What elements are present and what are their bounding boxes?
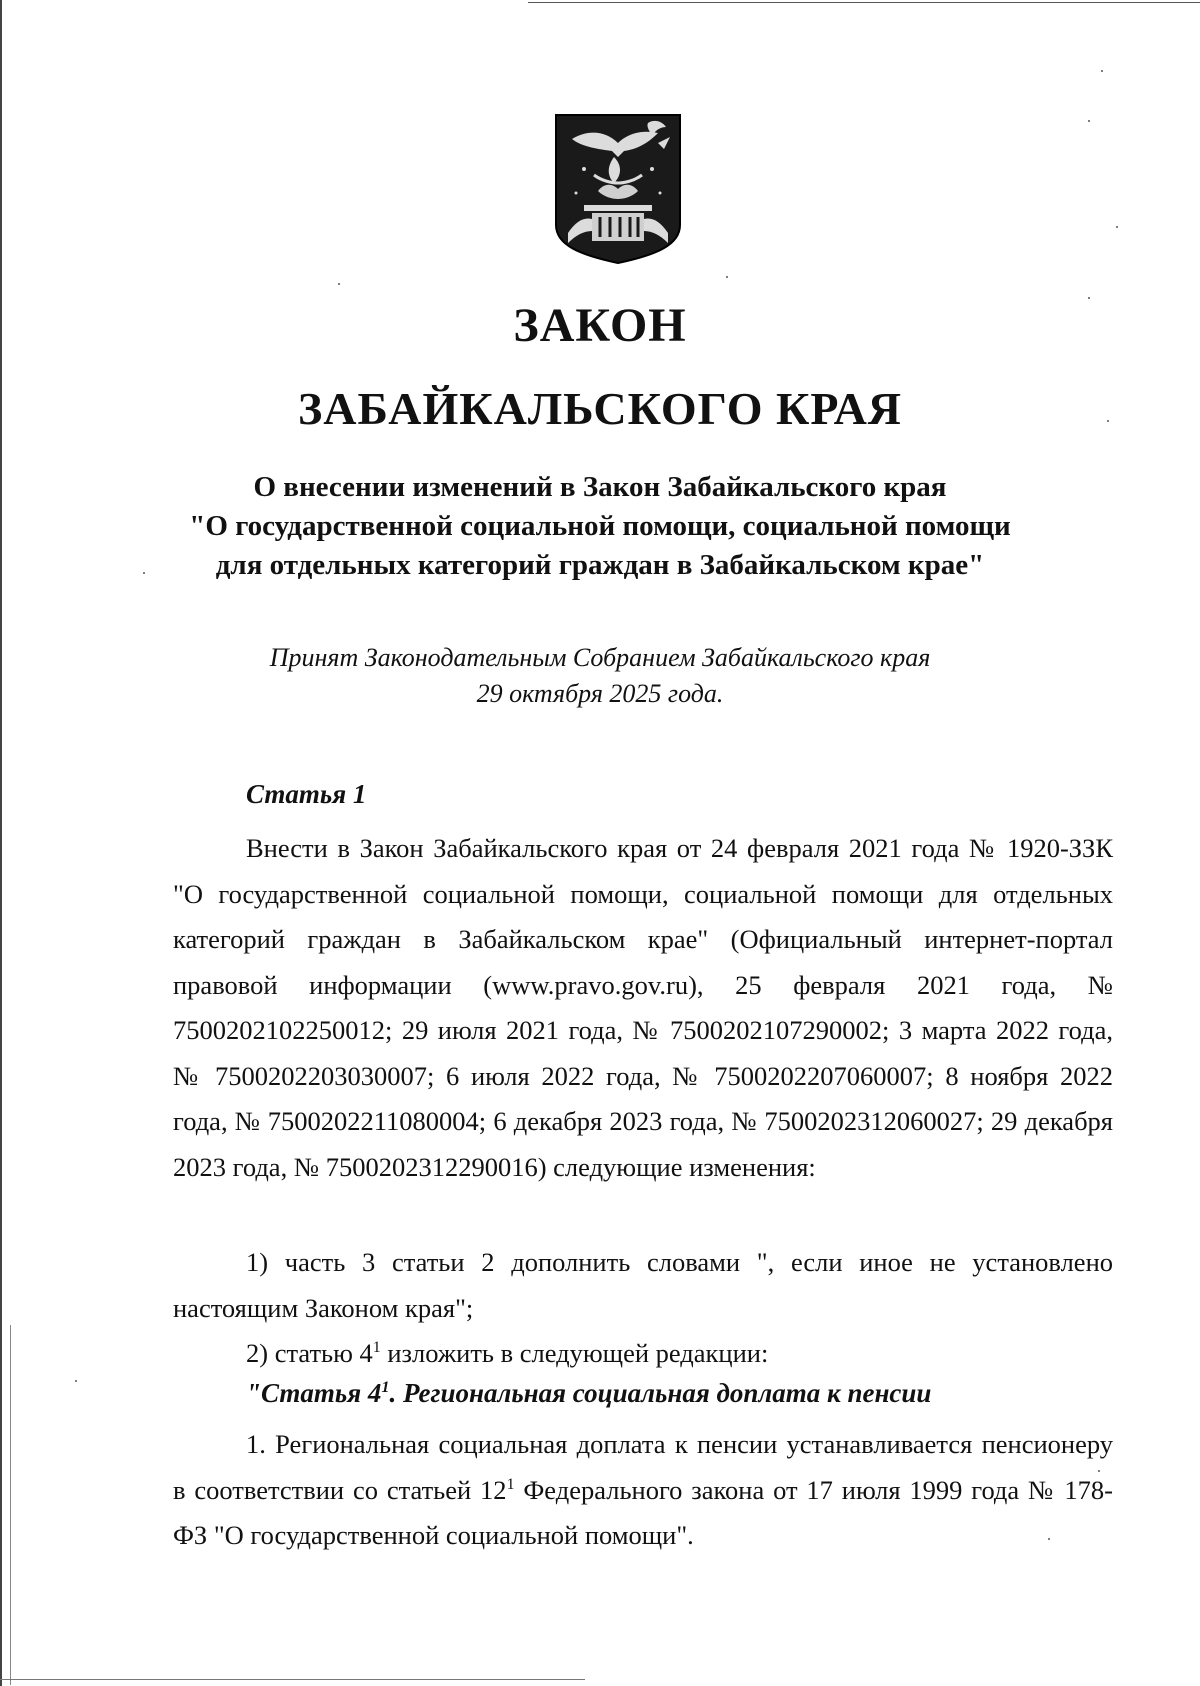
paragraph-text-part: 2) статью 4 [246,1338,373,1368]
paragraph-text: Внести в Закон Забайкальского края от 24 февраля 2021 года № 1920-ЗЗК "О государственной социальной помощи, социальной помощи для отдельных категорий граждан в Забайкальском крае" (Официальный интернет-портал правовой информации (www.pravo.gov.ru), 25 февраля 2021 года, № 7500202102250012; 29 июля 2021 года, № 7500202107290002; 3 марта 2022 года, № 7500202203030007; 6 июля 2022 года, № 7500202207060007; 8 ноября 2022 года, № 7500202211080004; 6 декабря 2023 года, № 7500202312060027; 29 декабря 2023 года, № 7500202312290016) следующие изменения: [173,833,1113,1182]
subtitle-line: для отдельных категорий граждан в Забайкальском крае" [215,549,985,581]
adoption-date: 29 октября 2025 года. [476,679,724,708]
paragraph-text-part: изложить в следующей редакции: [380,1338,769,1368]
heading-text-part: "Статья 4 [246,1378,382,1408]
scan-speck [1088,120,1090,122]
paragraph-text: 1) часть 3 статьи 2 дополнить словами ", если иное не установлено настоящим Законом края"; [173,1247,1113,1323]
scan-speck [726,276,728,278]
paragraph-text-part: 1. Региональная социальная доплата к пенсии устанавливается пенсионеру в соответствии со статьей 12 [173,1429,1113,1505]
coat-of-arms-icon [554,113,682,265]
article-paragraph [173,1240,1113,1331]
scan-border-bottom [0,1679,585,1680]
heading-text-part: . Региональная социальная доплата к пенсии [389,1378,932,1408]
article-heading: Статья 1 [246,779,367,809]
law-region-title: ЗАБАЙКАЛЬСКОГО КРАЯ [297,383,903,434]
scan-border-left [0,0,2,1686]
law-subtitle [100,468,1100,585]
superscript: 1 [506,1475,515,1493]
article-paragraph [173,1331,1113,1377]
scan-speck [1116,226,1118,228]
article-paragraph [173,826,1113,1190]
scan-speck [75,1380,77,1382]
subtitle-line: О внесении изменений в Закон Забайкальского края [253,471,947,503]
paragraph-text-part: Федерального закона от 17 июля 1999 года № 178-ФЗ "О государственной социальной помощи". [173,1474,1113,1550]
paragraph-text [173,1331,1113,1377]
adoption-line: Принят Законодательным Собранием Забайкальского края [269,643,931,672]
adoption-note [100,640,1100,712]
scan-speck [338,283,340,285]
superscript: 1 [372,1339,381,1357]
scan-border-left-inner [10,1325,11,1685]
new-article-heading [246,1378,931,1409]
subtitle-line: "О государственной социальной помощи, социальной помощи [189,510,1011,542]
scan-speck [1101,70,1103,72]
superscript: 1 [381,1378,390,1396]
article-paragraph [173,1422,1113,1559]
scan-border-top [528,2,1200,3]
paragraph-text [173,1422,1113,1559]
law-title: ЗАКОН [513,299,687,352]
